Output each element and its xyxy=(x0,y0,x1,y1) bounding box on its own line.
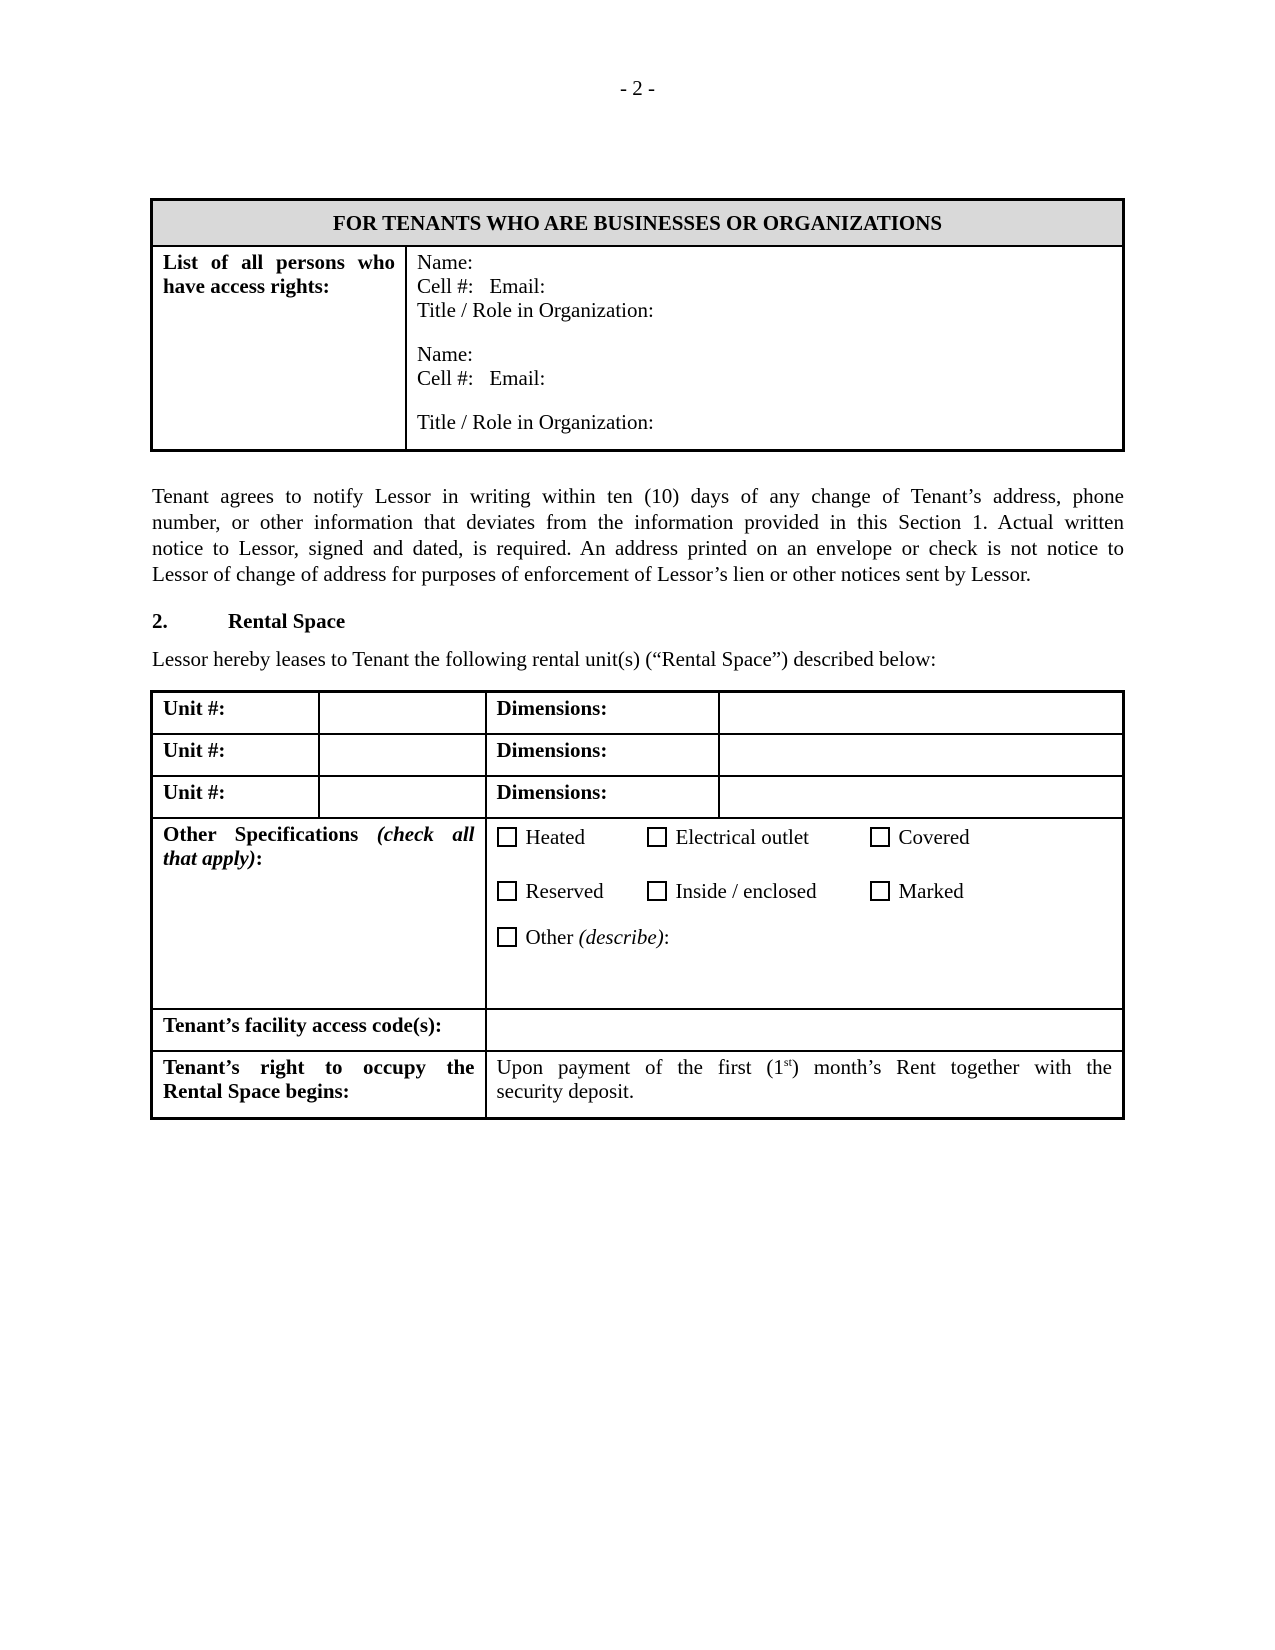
dimensions-label-1: Dimensions: xyxy=(486,692,719,734)
occupy-value-a: Upon payment of the first (1 xyxy=(496,1054,784,1079)
access-code-label: Tenant’s facility access code(s): xyxy=(152,1009,486,1051)
dimensions-label-3: Dimensions: xyxy=(486,776,719,818)
person2-title-field[interactable]: Title / Role in Organization: xyxy=(417,410,654,434)
notice-paragraph xyxy=(152,483,1124,587)
occupy-value-b: ) month’s Rent together with the xyxy=(791,1054,1112,1079)
unit-label-1: Unit #: xyxy=(152,692,319,734)
person1-contact-row xyxy=(417,274,1112,298)
person1-name-field[interactable]: Name: xyxy=(417,250,473,274)
occupy-label-line1: Tenant’s right to occupy the xyxy=(163,1054,475,1079)
heated-checkbox[interactable] xyxy=(497,827,517,847)
occupy-label-line2: Rental Space begins: xyxy=(163,1078,350,1103)
person1-cell-field[interactable]: Cell #: xyxy=(417,274,474,298)
reserved-checkbox[interactable] xyxy=(497,881,517,901)
access-persons-label-line1: List of all persons who xyxy=(163,250,395,274)
access-persons-label xyxy=(152,246,407,451)
section-heading xyxy=(152,609,345,634)
occupy-label xyxy=(152,1051,486,1119)
tenants-table-header: FOR TENANTS WHO ARE BUSINESSES OR ORGANIZATIONS xyxy=(152,200,1124,247)
reserved-label: Reserved xyxy=(525,878,604,903)
occupy-value-line2: security deposit. xyxy=(496,1078,635,1103)
person1-email-field[interactable]: Email: xyxy=(489,274,546,298)
inside-option[interactable] xyxy=(647,879,870,903)
other-specs-colon: : xyxy=(255,845,263,870)
heated-option[interactable] xyxy=(497,825,647,849)
notice-line-3: notice to Lessor, signed and dated, is required. An address printed on an envelope or check is not notice to xyxy=(152,536,1124,560)
section-title: Rental Space xyxy=(228,609,346,633)
page-number: - 2 - xyxy=(620,76,655,100)
marked-option[interactable] xyxy=(870,879,964,903)
other-label: Other xyxy=(525,924,574,949)
other-specs-label-italic2: that apply) xyxy=(163,845,256,870)
electrical-label: Electrical outlet xyxy=(675,824,810,849)
person2-email-field[interactable]: Email: xyxy=(489,366,546,390)
heated-label: Heated xyxy=(525,824,585,849)
covered-option[interactable] xyxy=(870,825,970,849)
inside-label: Inside / enclosed xyxy=(675,878,817,903)
electrical-checkbox[interactable] xyxy=(647,827,667,847)
notice-line-1: Tenant agrees to notify Lessor in writing within ten (10) days of any change of Tenant’s address, phone xyxy=(152,484,1124,508)
other-option[interactable] xyxy=(497,925,670,949)
reserved-option[interactable] xyxy=(497,879,647,903)
inside-checkbox[interactable] xyxy=(647,881,667,901)
other-specs-options xyxy=(486,818,1124,1009)
unit-label-3: Unit #: xyxy=(152,776,319,818)
person2-cell-field[interactable]: Cell #: xyxy=(417,366,474,390)
other-colon: : xyxy=(663,924,670,949)
unit-input-2[interactable] xyxy=(319,734,486,776)
occupy-value xyxy=(486,1051,1124,1119)
person2-name-field[interactable]: Name: xyxy=(417,342,473,366)
other-specs-label xyxy=(152,818,486,1009)
access-persons-label-line2: have access rights: xyxy=(163,274,330,298)
dimensions-label-2: Dimensions: xyxy=(486,734,719,776)
rental-space-table xyxy=(150,690,1125,1120)
dimensions-input-2[interactable] xyxy=(719,734,1124,776)
section-number: 2. xyxy=(152,609,168,633)
person1-title-field[interactable]: Title / Role in Organization: xyxy=(417,298,654,322)
marked-checkbox[interactable] xyxy=(870,881,890,901)
electrical-option[interactable] xyxy=(647,825,870,849)
dimensions-input-3[interactable] xyxy=(719,776,1124,818)
access-persons-entries xyxy=(406,246,1124,451)
marked-label: Marked xyxy=(898,878,964,903)
notice-line-2: number, or other information that deviates from the information provided in this Section 1. Actual written xyxy=(152,510,1124,534)
covered-checkbox[interactable] xyxy=(870,827,890,847)
dimensions-input-1[interactable] xyxy=(719,692,1124,734)
tenants-table xyxy=(150,198,1125,452)
occupy-value-sup: st xyxy=(783,1054,792,1069)
covered-label: Covered xyxy=(898,824,970,849)
other-checkbox[interactable] xyxy=(497,927,517,947)
person2-contact-row xyxy=(417,366,1112,390)
other-describe: (describe) xyxy=(578,924,664,949)
notice-line-4: Lessor of change of address for purposes of enforcement of Lessor’s lien or other notices sent by Lessor. xyxy=(152,562,1032,586)
other-specs-label-bold: Other Specifications xyxy=(163,821,359,846)
other-specs-label-italic1: (check all xyxy=(376,821,475,846)
section-intro: Lessor hereby leases to Tenant the following rental unit(s) (“Rental Space”) described below: xyxy=(152,647,937,671)
unit-label-2: Unit #: xyxy=(152,734,319,776)
unit-input-3[interactable] xyxy=(319,776,486,818)
unit-input-1[interactable] xyxy=(319,692,486,734)
access-code-input[interactable] xyxy=(486,1009,1124,1051)
